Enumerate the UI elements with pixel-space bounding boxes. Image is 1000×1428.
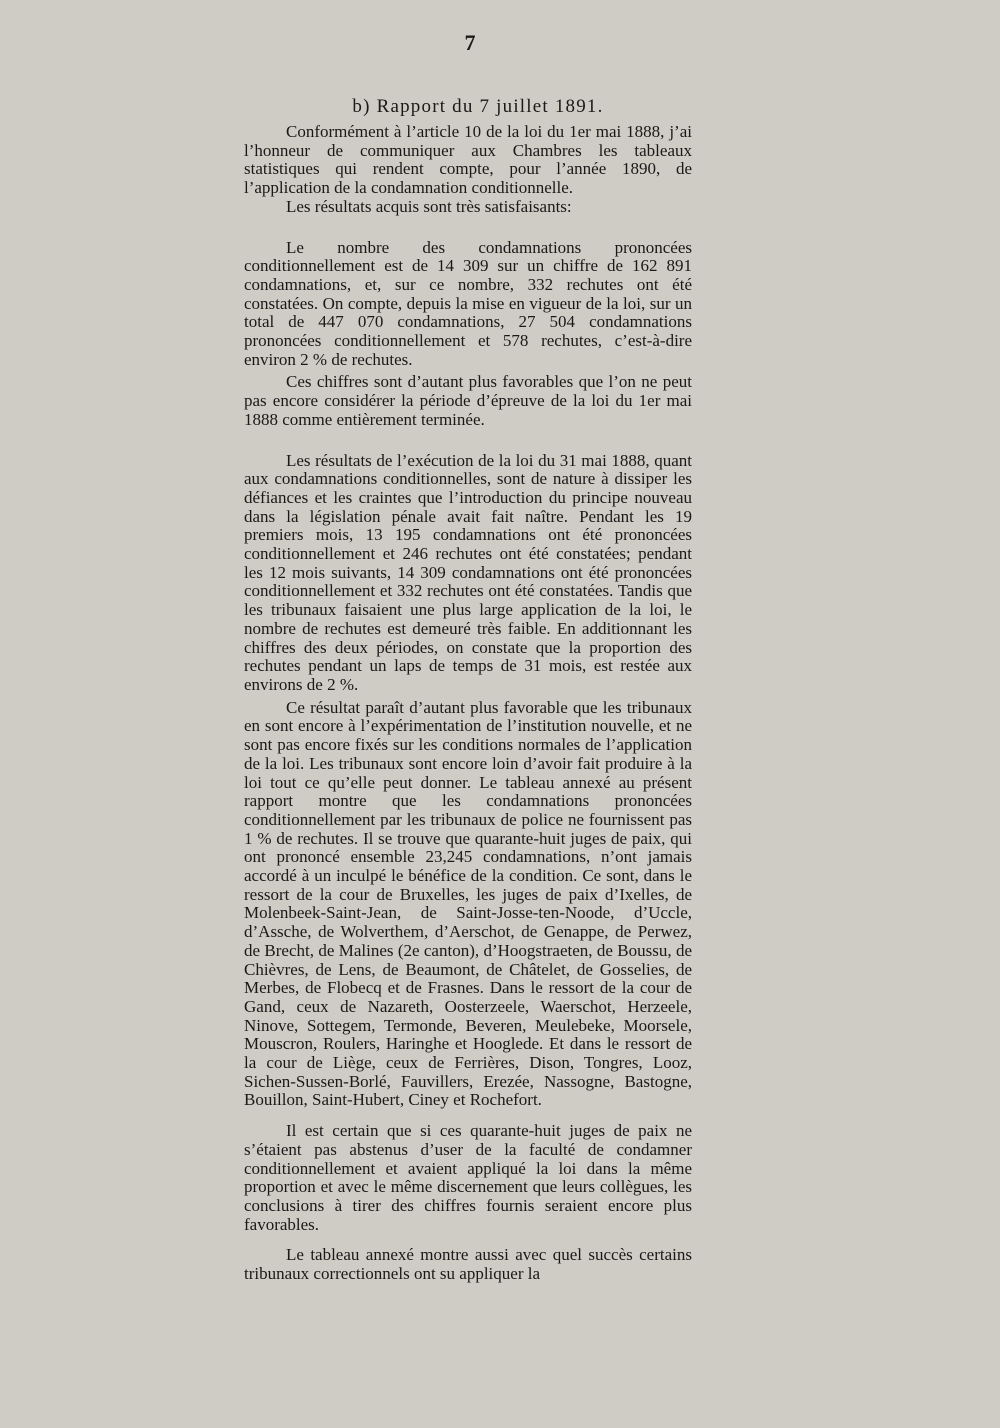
paragraph-conclusion: Il est certain que si ces quarante-huit juges de paix ne s’étaient pas abstenus d’user de la faculté de condamner conditionnellement et avaient appliqué la loi dans la même proportion et avec le même discernement que leurs collègues, les conclusions à tirer des chiffres fournis seraient encore plus favorables. bbox=[244, 1121, 692, 1234]
paragraph-judges: Ce résultat paraît d’autant plus favorable que les tribunaux en sont encore à l’expérimentation de l’institution nouvelle, et ne sont pas encore fixés sur les conditions normales de l’application de la loi. Les tribunaux sont encore loin d’avoir fait produire à la loi tout ce qu’elle peut donner. Le tableau annexé au présent rapport montre que les condamnations prononcées conditionnellement par les tribunaux de police ne fournissent pas 1 % de rechutes. Il se trouve que quarante-huit juges de paix, qui ont prononcé ensemble 23,245 condamnations, n’ont jamais accordé à un inculpé le bénéfice de la condition. Ce sont, dans le ressort de la cour de Bruxelles, les juges de paix d’Ixelles, de Molenbeek-Saint-Jean, de Saint-Josse-ten-Noode, d’Uccle, d’Assche, de Wolverthem, d’Aerschot, de Genappe, de Perwez, de Brecht, de Malines (2e canton), d’Hoogstraeten, de Boussu, de Chièvres, de Lens, de Beaumont, de Châtelet, de Gosselies, de Merbes, de Flobecq et de Frasnes. Dans le ressort de la cour de Gand, ceux de Nazareth, Oosterzeele, Waerschot, Herzeele, Ninove, Sottegem, Termonde, Beveren, Meulebeke, Moorsele, Mouscron, Roulers, Haringhe et Hooglede. Et dans le ressort de la cour de Liège, ceux de Ferrières, Dison, Tongres, Looz, Sichen-Sussen-Borlé, Fauvillers, Erezée, Nassogne, Bastogne, Bouillon, Saint-Hubert, Ciney et Rochefort. bbox=[244, 697, 692, 1110]
paragraph-results: Les résultats acquis sont très satisfaisants: bbox=[286, 196, 572, 216]
paragraph-favorable: Ces chiffres sont d’autant plus favorables que l’on ne peut pas encore considérer la période d’épreuve de la loi du 1er mai 1888 comme entièrement terminée. bbox=[244, 372, 692, 429]
page-number: 7 bbox=[464, 30, 476, 55]
paragraph-execution: Les résultats de l’exécution de la loi du 31 mai 1888, quant aux condamnations conditionnelles, sont de nature à dissiper les défiances et les craintes que l’introduction du principe nouveau dans la législation pénale avait fait naître. Pendant les 19 premiers mois, 13 195 condamnations ont été prononcées conditionnellement et 246 rechutes ont été constatées; pendant les 12 mois suivants, 14 309 condamnations ont été prononcées conditionnellement et 332 rechutes ont été constatées. Tandis que les tribunaux faisaient une plus large application de la loi, le nombre de rechutes est demeuré très faible. En additionnant les chiffres des deux périodes, on constate que la proportion des rechutes pendant un laps de temps de 31 mois, est restée aux environs de 2 %. bbox=[244, 450, 692, 694]
paragraph-correctional: Le tableau annexé montre aussi avec quel succès certains tribunaux correctionnels ont su appliquer la bbox=[244, 1245, 692, 1284]
paragraph-figures: Le nombre des condamnations prononcées conditionnellement est de 14 309 sur un chiffre de 162 891 condamnations, et, sur ce nombre, 332 rechutes ont été constatées. On compte, depuis la mise en vigueur de la loi, sur un total de 447 070 condamnations, 27 504 condamnations prononcées conditionnellement et 578 rechutes, c’est-à-dire environ 2 % de rechutes. bbox=[244, 237, 692, 369]
report-heading: b) Rapport du 7 juillet 1891. bbox=[352, 96, 604, 117]
paragraph-intro: Conformément à l’article 10 de la loi du 1er mai 1888, j’ai l’honneur de communiquer aux Chambres les tableaux statistiques qui rendent compte, pour l’année 1890, de l’application de la condamnation conditionnelle. bbox=[244, 122, 692, 198]
text-column bbox=[244, 96, 692, 1284]
